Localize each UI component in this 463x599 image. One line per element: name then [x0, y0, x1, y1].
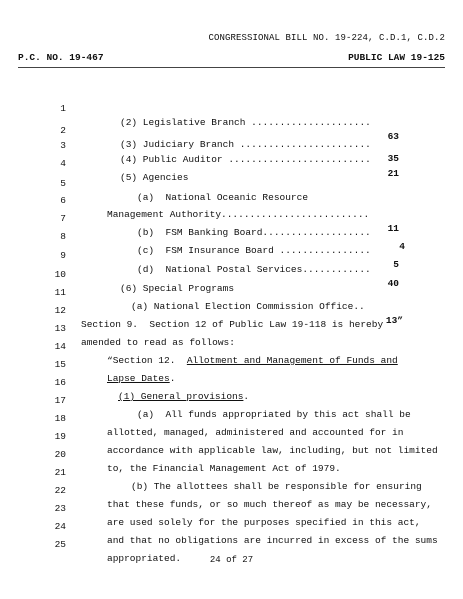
- line-number: 14: [54, 341, 66, 352]
- section-title: Lapse Dates: [107, 373, 170, 384]
- bill-number-header: CONGRESSIONAL BILL NO. 19-224, C.D.1, C.D.2: [208, 33, 445, 43]
- line-number: 13: [54, 323, 66, 334]
- punctuation: .: [169, 373, 176, 384]
- punctuation: .: [243, 391, 250, 402]
- line-number: 21: [54, 467, 66, 478]
- line-number: 4: [60, 158, 66, 169]
- line-text: (a) All funds appropriated by this act shall be: [137, 409, 411, 420]
- line-text: to, the Financial Management Act of 1979.: [107, 463, 341, 474]
- line-text: (3) Judiciary Branch .......................: [120, 139, 371, 150]
- line-text: (4) Public Auditor .........................: [120, 154, 371, 165]
- line-amount: 35: [387, 153, 399, 164]
- line-number: 9: [60, 250, 66, 261]
- line-number: 20: [54, 449, 66, 460]
- line-text: Section 9. Section 12 of Public Law 19-118 is hereby: [81, 319, 384, 330]
- line-amount: 63: [387, 131, 399, 142]
- line-number: 7: [60, 213, 66, 224]
- subsection-title: (1) General provisions: [118, 391, 244, 402]
- line-amount: 4: [399, 241, 405, 252]
- line-amount: 5: [393, 259, 399, 270]
- line-number: 18: [54, 413, 66, 424]
- line-text: (6) Special Programs: [120, 283, 235, 294]
- line-amount: 21: [387, 168, 399, 179]
- line-number: 2: [60, 125, 66, 136]
- line-text: are used solely for the purposes specified in this act,: [107, 517, 421, 528]
- line-number: 15: [54, 359, 66, 370]
- line-number: 8: [60, 231, 66, 242]
- line-number: 11: [54, 287, 66, 298]
- line-text: (a) National Election Commission Office..: [131, 301, 365, 312]
- line-text: (b) FSM Banking Board...................: [137, 227, 371, 238]
- line-number: 5: [60, 178, 66, 189]
- line-number: 12: [54, 305, 66, 316]
- line-amount: 11: [387, 223, 399, 234]
- line-text: (c) FSM Insurance Board ................: [137, 245, 371, 256]
- page-number: 24 of 27: [209, 555, 254, 565]
- line-text: and that no obligations are incurred in excess of the sums: [107, 535, 438, 546]
- pc-number: P.C. NO. 19-467: [18, 52, 104, 63]
- line-number: 22: [54, 485, 66, 496]
- line-text: (b) The allottees shall be responsible for ensuring: [131, 481, 422, 492]
- line-text: amended to read as follows:: [81, 337, 235, 348]
- line-text: (2) Legislative Branch .....................: [120, 117, 371, 128]
- public-law-number: PUBLIC LAW 19-125: [348, 52, 445, 63]
- line-number: 24: [54, 521, 66, 532]
- line-text: (5) Agencies: [120, 172, 189, 183]
- line-number: 3: [60, 140, 66, 151]
- line-number: 16: [54, 377, 66, 388]
- section-title: Allotment and Management of Funds and: [186, 355, 398, 366]
- line-amount: 40: [387, 278, 399, 289]
- section-label: “Section 12.: [107, 355, 187, 366]
- line-text: allotted, managed, administered and accounted for in: [107, 427, 404, 438]
- line-text: (a) National Oceanic Resource: [137, 192, 309, 203]
- line-text: that these funds, or so much thereof as may be necessary,: [107, 499, 432, 510]
- line-text: (d) National Postal Services............: [137, 264, 371, 275]
- line-text: appropriated.: [107, 553, 182, 564]
- line-text: accordance with applicable law, including, but not limited: [107, 445, 438, 456]
- line-number: 6: [60, 195, 66, 206]
- line-number: 25: [54, 539, 66, 550]
- header-rule: [18, 67, 445, 68]
- line-number: 1: [60, 103, 66, 114]
- line-number: 23: [54, 503, 66, 514]
- line-number: 10: [54, 269, 66, 280]
- line-text: Management Authority..........................: [107, 209, 370, 220]
- line-amount: 13”: [385, 315, 403, 326]
- text-line: [0, 88, 463, 142]
- line-number: 17: [54, 395, 66, 406]
- line-number: 19: [54, 431, 66, 442]
